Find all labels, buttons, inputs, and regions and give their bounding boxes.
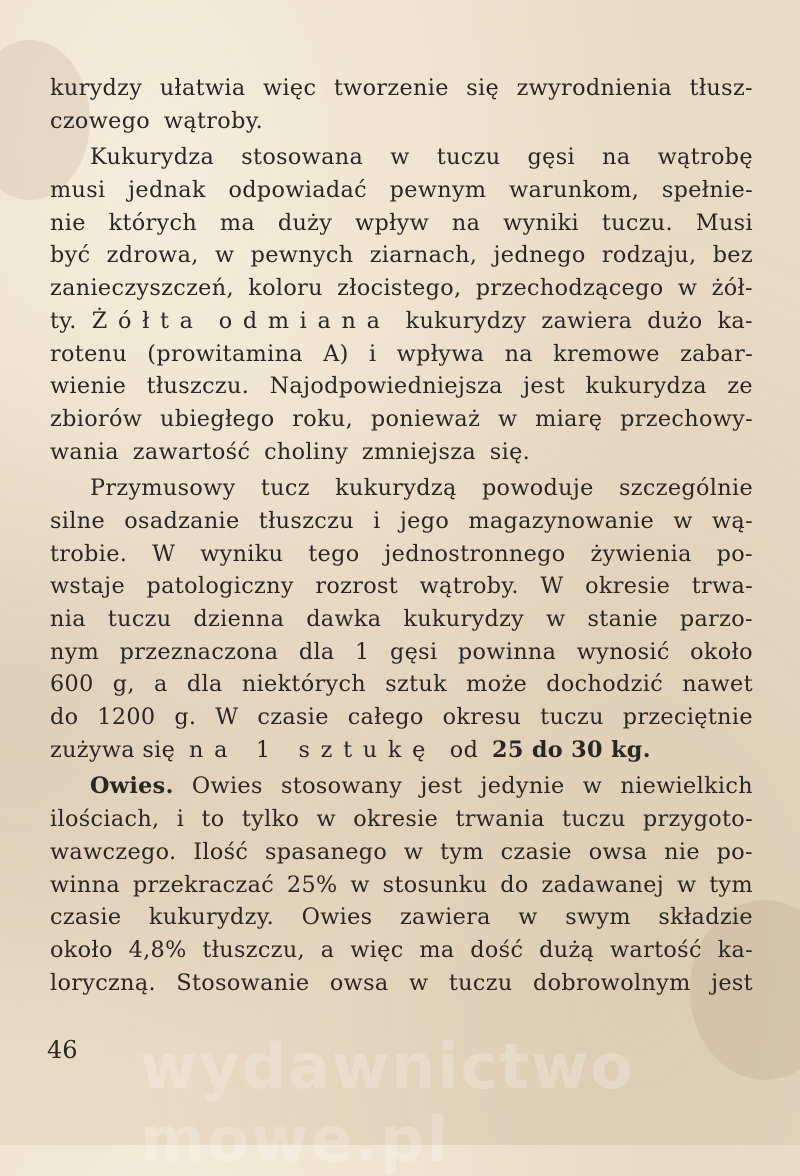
section-heading: Owies. (90, 773, 174, 800)
text-line: Przymusowy tucz kukurydzą powoduje szczególnie (90, 475, 753, 502)
text-line: trobie. W wyniku tego jednostronnego żywienia po- (50, 540, 753, 567)
emphasis-spaced: odmiana (218, 307, 391, 334)
text-line: wienie tłuszczu. Najodpowiedniejsza jest kukurydza ze (50, 373, 753, 400)
text-line: być zdrowa, w pewnych ziarnach, jednego rodzaju, bez (50, 242, 753, 269)
emphasis-spaced: na 1 sztukę (189, 736, 436, 763)
text-line: zbiorów ubiegłego roku, ponieważ w miarę przechowy- (50, 405, 753, 432)
text-line: wania zawartość choliny zmniejsza się. (50, 438, 531, 465)
text-line: kurydzy ułatwia więc tworzenie się zwyrodnienia tłusz- (50, 75, 753, 101)
text-line: ilościach, i to tylko w okresie trwania tuczu przygoto- (50, 806, 753, 833)
text-line: około 4,8% tłuszczu, a więc ma dość dużą wartość ka- (50, 936, 753, 963)
text-line: do 1200 g. W czasie całego okresu tuczu przeciętnie (50, 704, 753, 731)
text-line: wstaje patologiczny rozrost wątroby. W okresie trwa- (50, 573, 753, 600)
text-line: musi jednak odpowiadać pewnym warunkom, spełnie- (50, 177, 753, 204)
text-line: zużywa się na 1 sztukę od 25 do 30 kg. (50, 734, 753, 767)
text-line: rotenu (prowitamina A) i wpływa na kremowe zabar- (50, 340, 753, 367)
text-line: winna przekraczać 25% w stosunku do zadawanej w tym (50, 871, 753, 898)
page-body (50, 72, 753, 999)
emphasis-bold: 25 do 30 kg. (492, 736, 651, 763)
text-line: Kukurydza stosowana w tuczu gęsi na wątrobę (90, 144, 753, 171)
text-line: ty. Żółta odmiana kukurydzy zawiera dużo ka- (50, 305, 753, 338)
text-line: nia tuczu dzienna dawka kukurydzy w stanie parzo- (50, 606, 753, 632)
text-line: zanieczyszczeń, koloru złocistego, przechodzącego w żół- (50, 275, 753, 302)
text-line: czasie kukurydzy. Owies zawiera w swym składzie (50, 904, 753, 931)
text-line: nie których ma duży wpływ na wyniki tuczu. Musi (50, 209, 753, 236)
text-line: czowego wątroby. (50, 107, 264, 134)
text-line: silne osadzanie tłuszczu i jego magazynowanie w wą- (50, 507, 753, 534)
watermark: wydawnictwo mowe.pl (140, 1030, 635, 1176)
text-line: wawczego. Ilość spasanego w tym czasie owsa nie po- (50, 838, 753, 865)
page-number: 46 (47, 1036, 78, 1064)
text-line: Owies. Owies stosowany jest jedynie w niewielkich (50, 770, 753, 803)
emphasis-spaced: Żółta (91, 307, 204, 334)
text-line: loryczną. Stosowanie owsa w tuczu dobrowolnym jest (50, 969, 753, 996)
text-line: 600 g, a dla niektórych sztuk może dochodzić nawet (50, 671, 753, 698)
text-line: nym przeznaczona dla 1 gęsi powinna wynosić około (50, 638, 753, 665)
